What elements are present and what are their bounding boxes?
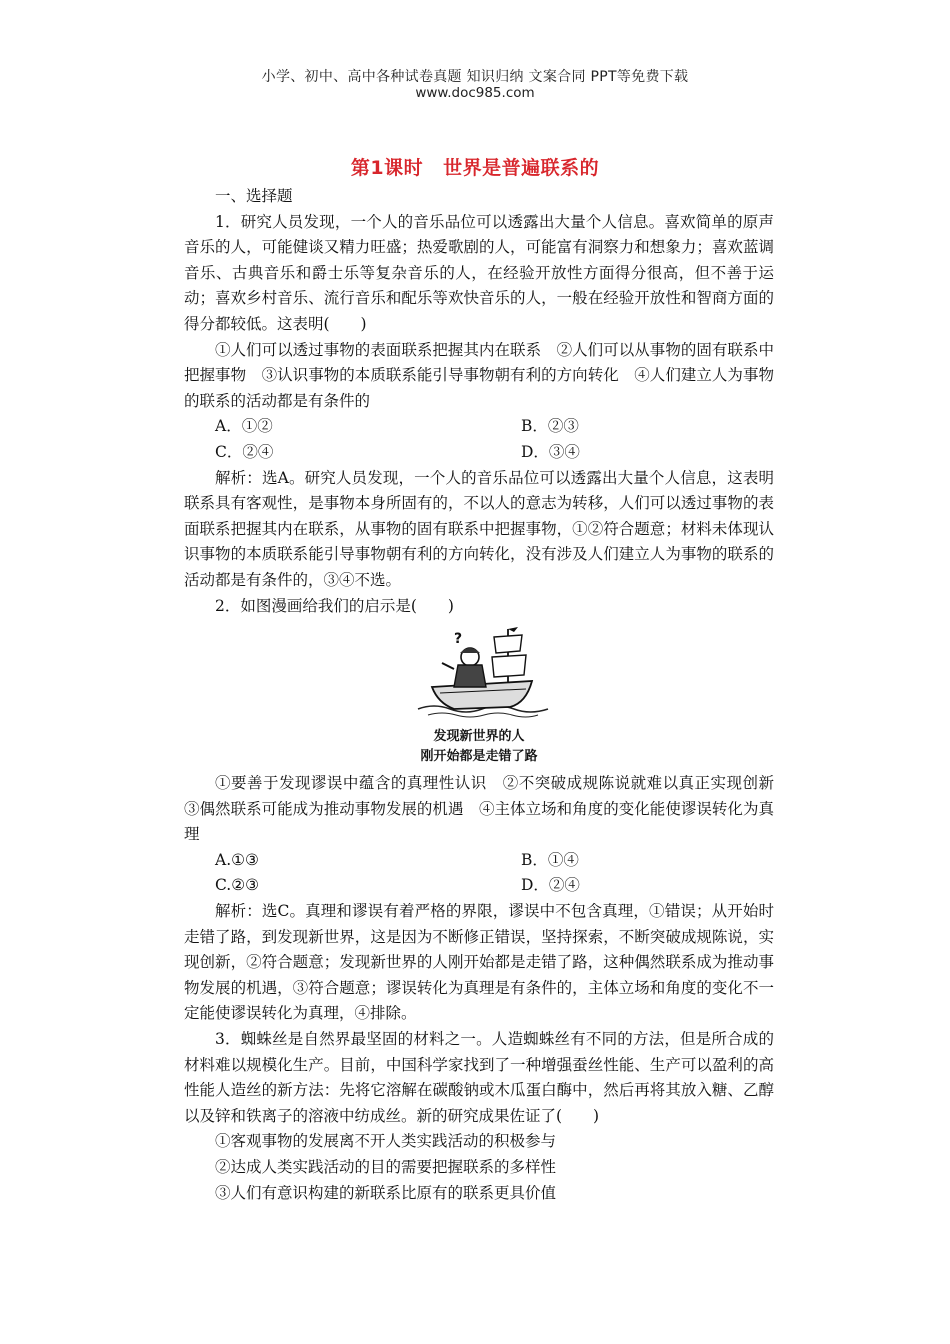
q2-analysis: 解析：选C。真理和谬误有着严格的界限，谬误中不包含真理，①错误；从开始时走错了路，到发现新世界，这是因为不断修正错误，坚持探索，不断突破成规陈说，实现创新，②符合题意；发现新世界的人刚开始都是走错了路，这种偶然联系成为推动事物发展的机遇，③符合题意；谬误转化为真理是有条件的，主体立场和角度的变化不一定能使谬误转化为真理，④排除。: [184, 902, 774, 1023]
q1-analysis: 解析：选A。研究人员发现，一个人的音乐品位可以透露出大量个人信息，这表明联系具有客观性，是事物本身所固有的，不以人的意志为转移，人们可以透过事物的表面联系把握其内在联系，从事物的固有联系中把握事物，①②符合题意；材料未体现认识事物的本质联系能引导事物朝有利的方向转化，没有涉及人们建立人为事物的联系的活动都是有条件的，③④不选。: [184, 468, 774, 589]
q1-options-row-1: [184, 414, 774, 440]
document-body: [184, 184, 790, 1206]
q2-option-a: A.①③: [215, 850, 259, 869]
q2-stem: 2．如图漫画给我们的启示是( ): [215, 596, 454, 615]
q2-statements: ①要善于发现谬误中蕴含的真理性认识 ②不突破成规陈说就难以真正实现创新 ③偶然联系可能成为推动事物发展的机遇 ④主体立场和角度的变化能使谬误转化为真理: [184, 774, 790, 844]
q2-option-c: C.②③: [215, 876, 260, 895]
header-url: www.doc985.com: [415, 85, 535, 101]
q1-options-row-2: [184, 440, 774, 466]
section-heading: 一、选择题: [215, 187, 293, 205]
q3-stem: 3．蜘蛛丝是自然界最坚固的材料之一。人造蜘蛛丝有不同的方法，但是所合成的材料难以规模化生产。目前，中国科学家找到了一种增强蚕丝性能、生产可以盈利的高性能人造丝的新方法：先将它溶解在碳酸钠或木瓜蛋白酶中，然后再将其放入糖、乙醇以及锌和铁离子的溶液中纺成丝。新的研究成果佐证了( ): [184, 1030, 774, 1125]
svg-text:?: ?: [454, 631, 463, 648]
q3-statement-1: ①客观事物的发展离不开人类实践活动的积极参与: [215, 1132, 557, 1151]
title-lesson: 第1课时: [350, 157, 424, 179]
q3-statement-3: ③人们有意识构建的新联系比原有的联系更具价值: [215, 1183, 557, 1202]
ship-cartoon-illustration: [414, 623, 554, 723]
q1-stem: 1．研究人员发现，一个人的音乐品位可以透露出大量个人信息。喜欢简单的原声音乐的人，可能健谈又精力旺盛；热爱歌剧的人，可能富有洞察力和想象力；喜欢蓝调音乐、古典音乐和爵士乐等复杂音乐的人，在经验开放性方面得分很高，但不善于运动；喜欢乡村音乐、流行音乐和配乐等欢快音乐的人，一般在经验开放性和智商方面的得分都较低。这表明( ): [184, 212, 774, 333]
q2-option-d: D．②④: [521, 876, 580, 895]
q2-options-row-2: [184, 873, 774, 899]
cartoon-caption-line-1: 发现新世界的人: [433, 729, 525, 745]
cartoon-caption-line-2: 刚开始都是走错了路: [420, 749, 538, 765]
q3-statement-2: ②达成人类实践活动的目的需要把握联系的多样性: [215, 1158, 557, 1176]
q2-options-row-1: [184, 848, 774, 874]
q2-cartoon: [184, 623, 774, 769]
header-promo-text: 小学、初中、高中各种试卷真题 知识归纳 文案合同 PPT等免费下载: [261, 69, 689, 85]
q1-option-a: A．①②: [215, 417, 273, 436]
q1-option-c: C．②④: [215, 442, 274, 461]
q2-option-b: B．①④: [521, 850, 579, 869]
q1-option-b: B．②③: [521, 417, 579, 436]
page-title: [0, 153, 950, 180]
title-topic: 世界是普遍联系的: [443, 157, 600, 179]
q1-option-d: D．③④: [521, 442, 580, 461]
q1-statements: ①人们可以透过事物的表面联系把握其内在联系 ②人们可以从事物的固有联系中把握事物 ③认识事物的本质联系能引导事物朝有利的方向转化 ④人们建立人为事物的联系的活动都是有条件的: [184, 340, 774, 410]
